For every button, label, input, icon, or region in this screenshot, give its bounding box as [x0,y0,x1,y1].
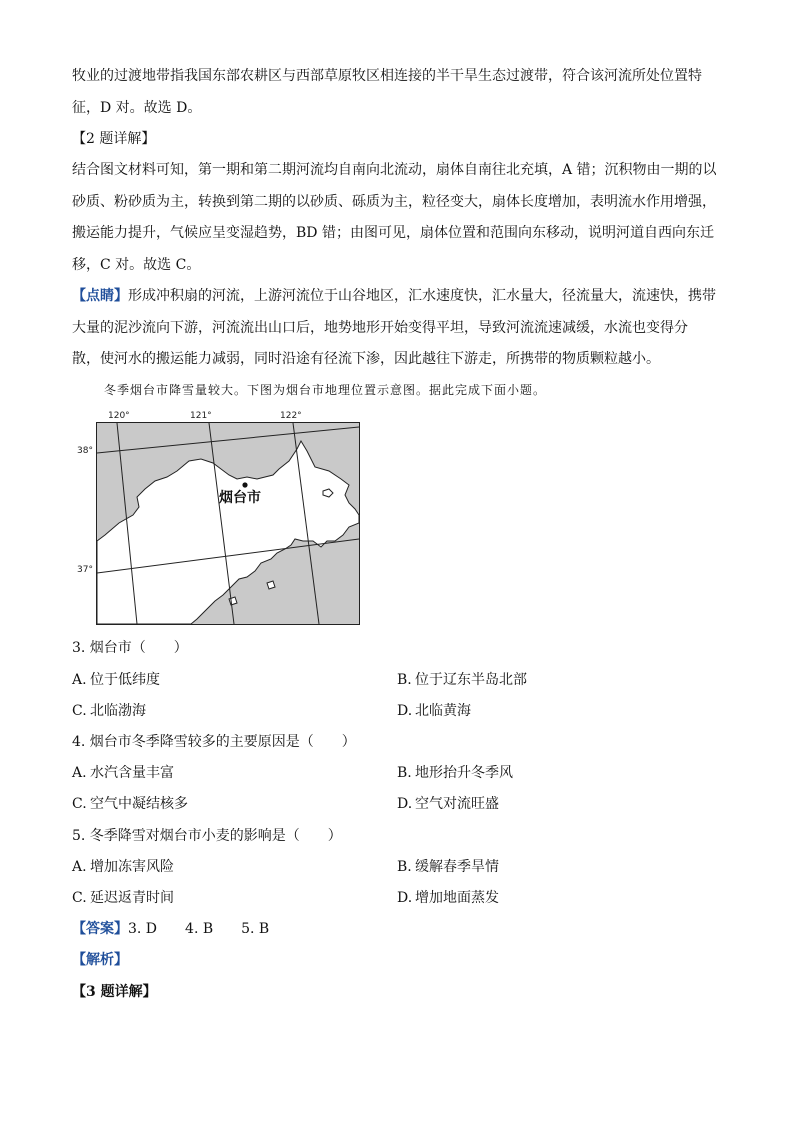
parallel-38 [97,427,359,453]
tip-paragraph [72,286,716,306]
paragraph-line: 移，C 对。故选 C。 [72,257,201,273]
analysis-label: 【解析】 [72,952,128,968]
paragraph-line: 搬运能力提升，气候应呈变湿趋势，BD 错；由图可见，扇体位置和范围向东移动，说明河道自西向东迁 [72,225,714,241]
map-svg [97,423,359,624]
lon-label: 121° [190,411,212,421]
answer-text: 3. D 4. B 5. B [128,921,270,937]
option-key: D. [397,703,413,719]
island [267,581,275,589]
tip-text: 形成冲积扇的河流，上游河流位于山谷地区，汇水速度快，汇水量大，径流量大，流速快，携带 [128,288,716,304]
option-c[interactable] [72,701,146,721]
option-b[interactable] [397,670,527,690]
option-c[interactable] [72,794,188,814]
paragraph-line: 征，D 对。故选 D。 [72,100,202,116]
option-text: 缓解春季旱情 [415,859,499,875]
answer-label: 【答案】 [72,921,128,937]
lon-label: 122° [280,411,302,421]
option-text: 水汽含量丰富 [90,765,174,781]
option-key: B. [397,672,412,688]
option-text: 北临渤海 [90,703,146,719]
option-text: 增加地面蒸发 [415,890,499,906]
option-key: A. [72,765,87,781]
land-area [97,441,359,624]
option-text: 位于辽东半岛北部 [415,672,527,688]
option-key: B. [397,859,412,875]
option-text: 延迟返青时间 [90,890,174,906]
paragraph-line: 砂质、粉砂质为主，转换到第二期的以砂质、砾质为主，粒径变大，扇体长度增加，表明流水作用增强， [72,194,716,210]
location-map [96,422,360,625]
island [229,597,237,605]
option-d[interactable] [397,701,471,721]
answer-line [72,919,269,939]
question-stem: 3. 烟台市（ ） [72,640,188,656]
paragraph-line: 结合图文材料可知，第一期和第二期河流均自南向北流动，扇体自南往北充填，A 错；沉积物由一期的以 [72,162,717,178]
option-d[interactable] [397,888,499,908]
lat-label: 37° [77,565,93,575]
option-text: 增加冻害风险 [90,859,174,875]
option-key: B. [397,765,412,781]
option-key: C. [72,796,87,812]
option-key: C. [72,703,87,719]
option-a[interactable] [72,670,160,690]
section-label: 【2 题详解】 [72,131,156,147]
option-text: 地形抬升冬季风 [415,765,513,781]
option-text: 位于低纬度 [90,672,160,688]
option-b[interactable] [397,763,513,783]
option-text: 空气对流旺盛 [415,796,499,812]
option-text: 北临黄海 [415,703,471,719]
option-key: C. [72,890,87,906]
question-stem: 4. 烟台市冬季降雪较多的主要原因是（ ） [72,734,356,750]
city-label: 烟台市 [219,490,261,506]
tip-label: 【点睛】 [72,288,128,304]
question-intro: 冬季烟台市降雪量较大。下图为烟台市地理位置示意图。据此完成下面小题。 [104,383,547,397]
option-a[interactable] [72,763,174,783]
section-label: 【3 题详解】 [72,984,157,1000]
lat-label: 38° [77,446,93,456]
paragraph-line: 牧业的过渡地带指我国东部农耕区与西部草原牧区相连接的半干旱生态过渡带，符合该河流所处位置特 [72,68,702,84]
paragraph-line: 大量的泥沙流向下游，河流流出山口后，地势地形开始变得平坦，导致河流流速减缓，水流也变得分 [72,320,688,336]
option-text: 空气中凝结核多 [90,796,188,812]
option-key: D. [397,796,413,812]
option-c[interactable] [72,888,174,908]
lon-label: 120° [108,411,130,421]
option-b[interactable] [397,857,499,877]
option-a[interactable] [72,857,174,877]
question-stem: 5. 冬季降雪对烟台市小麦的影响是（ ） [72,828,342,844]
option-key: A. [72,859,87,875]
option-key: A. [72,672,87,688]
option-d[interactable] [397,794,499,814]
paragraph-line: 散，使河水的搬运能力减弱，同时沿途有径流下渗，因此越往下游走，所携带的物质颗粒越小。 [72,351,660,367]
option-key: D. [397,890,413,906]
